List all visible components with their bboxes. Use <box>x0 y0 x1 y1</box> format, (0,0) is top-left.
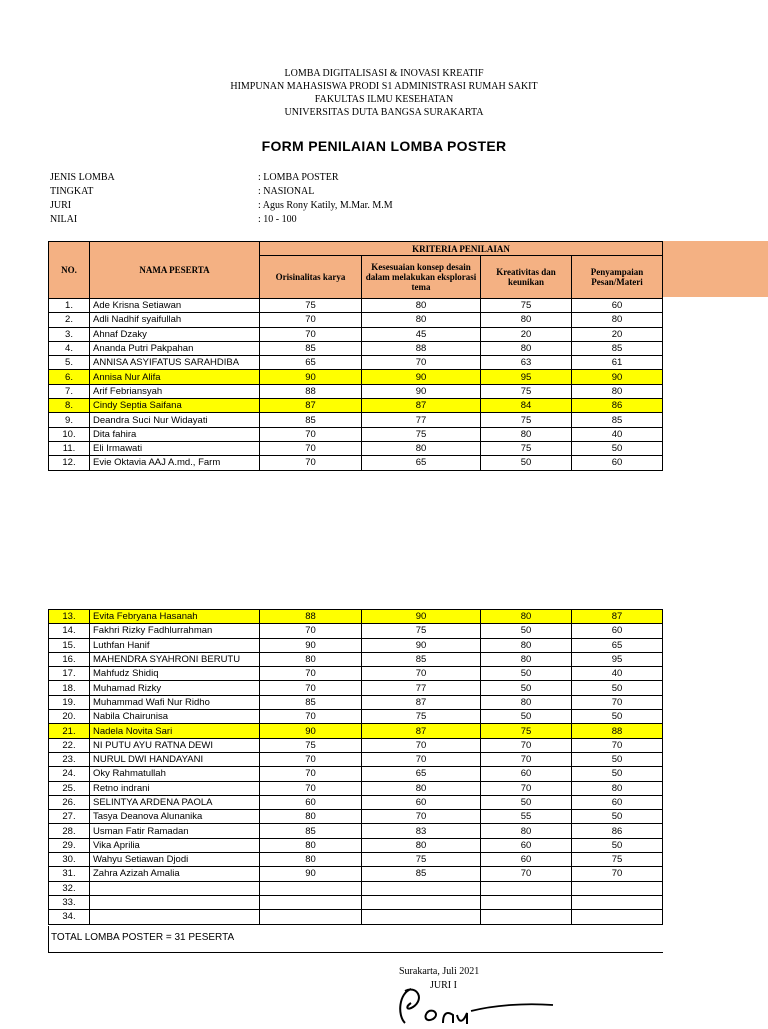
score-kreativitas: 75 <box>481 384 572 398</box>
header-line-1: LOMBA DIGITALISASI & INOVASI KREATIF <box>284 68 484 79</box>
meta-label: TINGKAT <box>50 186 94 197</box>
score-kreativitas: 80 <box>481 341 572 355</box>
row-number: 7. <box>49 384 90 398</box>
score-kreativitas: 84 <box>481 399 572 413</box>
meta-value: : 10 - 100 <box>258 214 297 225</box>
participant-name: Ananda Putri Pakpahan <box>90 341 260 355</box>
meta-value: : LOMBA POSTER <box>258 172 339 183</box>
score-kesesuaian: 83 <box>362 824 481 838</box>
score-kesesuaian: 70 <box>362 667 481 681</box>
score-kreativitas: 70 <box>481 867 572 881</box>
score-penyampaian: 50 <box>572 752 663 766</box>
header-line-3: FAKULTAS ILMU KESEHATAN <box>314 94 454 105</box>
header-fill-extension <box>662 241 768 297</box>
score-penyampaian: 85 <box>572 413 663 427</box>
score-penyampaian: 70 <box>572 738 663 752</box>
table-row <box>49 341 663 355</box>
score-orisinalitas: 60 <box>260 795 362 809</box>
participant-name: Zahra Azizah Amalia <box>90 867 260 881</box>
score-kesesuaian: 70 <box>362 738 481 752</box>
table-row <box>49 853 663 867</box>
score-orisinalitas: 85 <box>260 341 362 355</box>
table-row <box>49 610 663 624</box>
participant-name <box>90 881 260 895</box>
score-kesesuaian <box>362 895 481 909</box>
participant-name: Muhammad Wafi Nur Ridho <box>90 695 260 709</box>
score-kesesuaian: 90 <box>362 384 481 398</box>
score-orisinalitas: 90 <box>260 638 362 652</box>
row-number: 16. <box>49 652 90 666</box>
signature-place-date: Surakarta, Juli 2021 <box>399 966 480 977</box>
score-orisinalitas: 85 <box>260 695 362 709</box>
form-title: FORM PENILAIAN LOMBA POSTER <box>261 138 507 154</box>
row-number: 17. <box>49 667 90 681</box>
participant-name: Vika Aprilia <box>90 838 260 852</box>
score-kreativitas: 75 <box>481 413 572 427</box>
participant-name: Mahfudz Shidiq <box>90 667 260 681</box>
score-kreativitas: 70 <box>481 781 572 795</box>
score-kreativitas: 50 <box>481 667 572 681</box>
row-number: 6. <box>49 370 90 384</box>
score-kreativitas: 50 <box>481 681 572 695</box>
signature-svg <box>395 985 565 1024</box>
score-kreativitas: 20 <box>481 327 572 341</box>
score-orisinalitas: 80 <box>260 810 362 824</box>
row-number: 8. <box>49 399 90 413</box>
score-penyampaian: 50 <box>572 681 663 695</box>
score-orisinalitas: 80 <box>260 853 362 867</box>
table-row <box>49 824 663 838</box>
participant-name: NURUL DWI HANDAYANI <box>90 752 260 766</box>
score-kreativitas: 80 <box>481 652 572 666</box>
table-row <box>49 895 663 909</box>
score-kesesuaian: 87 <box>362 695 481 709</box>
participant-name: Cindy Septia Saifana <box>90 399 260 413</box>
table-row <box>49 867 663 881</box>
table-row <box>49 910 663 924</box>
score-penyampaian: 85 <box>572 341 663 355</box>
score-penyampaian: 86 <box>572 399 663 413</box>
score-penyampaian: 50 <box>572 710 663 724</box>
meta-value: : Agus Rony Katily, M.Mar. M.M <box>258 200 393 211</box>
score-kreativitas: 80 <box>481 638 572 652</box>
score-kesesuaian: 88 <box>362 341 481 355</box>
score-penyampaian: 60 <box>572 624 663 638</box>
score-kreativitas: 80 <box>481 427 572 441</box>
score-orisinalitas: 90 <box>260 724 362 738</box>
score-kreativitas <box>481 910 572 924</box>
table-row <box>49 667 663 681</box>
score-kreativitas: 80 <box>481 824 572 838</box>
score-penyampaian: 75 <box>572 853 663 867</box>
score-kreativitas: 75 <box>481 724 572 738</box>
score-kreativitas: 50 <box>481 624 572 638</box>
table-row <box>49 810 663 824</box>
score-penyampaian: 60 <box>572 299 663 313</box>
table-row <box>49 681 663 695</box>
score-orisinalitas <box>260 895 362 909</box>
row-number: 18. <box>49 681 90 695</box>
score-orisinalitas: 80 <box>260 838 362 852</box>
row-number: 14. <box>49 624 90 638</box>
score-penyampaian: 88 <box>572 724 663 738</box>
score-kreativitas: 55 <box>481 810 572 824</box>
header-nama: NAMA PESERTA <box>90 242 260 299</box>
participant-name: Eli Irmawati <box>90 441 260 455</box>
header-penyampaian: Penyampaian Pesan/Materi <box>572 256 663 299</box>
row-number: 23. <box>49 752 90 766</box>
score-orisinalitas: 75 <box>260 738 362 752</box>
score-kesesuaian: 60 <box>362 795 481 809</box>
participant-name: Deandra Suci Nur Widayati <box>90 413 260 427</box>
score-table-part-1 <box>48 241 663 471</box>
row-number: 30. <box>49 853 90 867</box>
score-kesesuaian: 80 <box>362 313 481 327</box>
participant-name: Ahnaf Dzaky <box>90 327 260 341</box>
row-number: 12. <box>49 456 90 470</box>
score-kesesuaian: 77 <box>362 413 481 427</box>
score-orisinalitas: 85 <box>260 824 362 838</box>
row-number: 5. <box>49 356 90 370</box>
row-number: 29. <box>49 838 90 852</box>
score-kesesuaian: 87 <box>362 399 481 413</box>
score-penyampaian: 50 <box>572 767 663 781</box>
participant-name: Fakhri Rizky Fadhlurrahman <box>90 624 260 638</box>
participant-name: SELINTYA ARDENA PAOLA <box>90 795 260 809</box>
table-row <box>49 327 663 341</box>
table-row <box>49 752 663 766</box>
score-kesesuaian: 75 <box>362 853 481 867</box>
table-row <box>49 441 663 455</box>
participant-name: Ade Krisna Setiawan <box>90 299 260 313</box>
participant-name: Tasya Deanova Alunanika <box>90 810 260 824</box>
table-row <box>49 767 663 781</box>
score-kesesuaian: 65 <box>362 767 481 781</box>
score-kesesuaian <box>362 881 481 895</box>
table-row <box>49 695 663 709</box>
participant-name: Adli Nadhif syaifullah <box>90 313 260 327</box>
score-penyampaian: 40 <box>572 427 663 441</box>
score-penyampaian: 70 <box>572 867 663 881</box>
score-penyampaian <box>572 910 663 924</box>
score-orisinalitas: 88 <box>260 384 362 398</box>
participant-name: Evita Febryana Hasanah <box>90 610 260 624</box>
signature-image <box>395 985 565 1024</box>
score-kesesuaian: 77 <box>362 681 481 695</box>
participant-name: Luthfan Hanif <box>90 638 260 652</box>
score-orisinalitas: 80 <box>260 652 362 666</box>
score-kreativitas: 75 <box>481 441 572 455</box>
score-orisinalitas <box>260 881 362 895</box>
table-row <box>49 356 663 370</box>
score-penyampaian: 80 <box>572 384 663 398</box>
participant-name: Muhamad Rizky <box>90 681 260 695</box>
row-number: 27. <box>49 810 90 824</box>
table-row <box>49 724 663 738</box>
row-number: 3. <box>49 327 90 341</box>
score-orisinalitas: 70 <box>260 781 362 795</box>
row-number: 25. <box>49 781 90 795</box>
score-table-part-2 <box>48 609 663 925</box>
score-kreativitas: 80 <box>481 313 572 327</box>
row-number: 28. <box>49 824 90 838</box>
score-orisinalitas: 70 <box>260 752 362 766</box>
table-row <box>49 427 663 441</box>
table-row <box>49 624 663 638</box>
table-row <box>49 313 663 327</box>
score-kesesuaian: 87 <box>362 724 481 738</box>
table-row <box>49 399 663 413</box>
row-number: 11. <box>49 441 90 455</box>
table-row <box>49 881 663 895</box>
participant-name: Nabila Chairunisa <box>90 710 260 724</box>
header-kriteria: KRITERIA PENILAIAN <box>260 242 663 256</box>
score-kreativitas: 60 <box>481 853 572 867</box>
score-kesesuaian: 70 <box>362 752 481 766</box>
score-kesesuaian: 85 <box>362 867 481 881</box>
score-kesesuaian: 75 <box>362 624 481 638</box>
score-penyampaian: 90 <box>572 370 663 384</box>
table-row <box>49 413 663 427</box>
participant-name: Evie Oktavia AAJ A.md., Farm <box>90 456 260 470</box>
header-kesesuaian: Kesesuaian konsep desain dalam melakukan eksplorasi tema <box>362 256 481 299</box>
score-penyampaian: 65 <box>572 638 663 652</box>
participant-name: Retno indrani <box>90 781 260 795</box>
participant-name: Usman Fatir Ramadan <box>90 824 260 838</box>
score-kreativitas: 50 <box>481 456 572 470</box>
header-no: NO. <box>49 242 90 299</box>
score-penyampaian: 61 <box>572 356 663 370</box>
score-kesesuaian: 65 <box>362 456 481 470</box>
score-orisinalitas: 70 <box>260 327 362 341</box>
row-number: 22. <box>49 738 90 752</box>
score-penyampaian: 80 <box>572 781 663 795</box>
meta-label: NILAI <box>50 214 78 225</box>
score-penyampaian: 95 <box>572 652 663 666</box>
score-kreativitas: 95 <box>481 370 572 384</box>
score-orisinalitas: 70 <box>260 441 362 455</box>
row-number: 13. <box>49 610 90 624</box>
score-orisinalitas: 70 <box>260 427 362 441</box>
score-kreativitas: 60 <box>481 767 572 781</box>
score-orisinalitas: 70 <box>260 456 362 470</box>
row-number: 26. <box>49 795 90 809</box>
score-kreativitas: 60 <box>481 838 572 852</box>
score-orisinalitas: 70 <box>260 681 362 695</box>
participant-name: Dita fahira <box>90 427 260 441</box>
score-kreativitas: 75 <box>481 299 572 313</box>
table-row <box>49 638 663 652</box>
row-number: 34. <box>49 910 90 924</box>
score-penyampaian <box>572 895 663 909</box>
score-kreativitas: 63 <box>481 356 572 370</box>
row-number: 33. <box>49 895 90 909</box>
row-number: 4. <box>49 341 90 355</box>
score-kesesuaian: 80 <box>362 299 481 313</box>
table-row <box>49 384 663 398</box>
score-kreativitas: 50 <box>481 710 572 724</box>
score-orisinalitas: 88 <box>260 610 362 624</box>
participant-name: MAHENDRA SYAHRONI BERUTU <box>90 652 260 666</box>
score-orisinalitas: 90 <box>260 867 362 881</box>
score-penyampaian: 60 <box>572 456 663 470</box>
score-penyampaian: 60 <box>572 795 663 809</box>
row-number: 9. <box>49 413 90 427</box>
score-penyampaian: 86 <box>572 824 663 838</box>
score-orisinalitas: 70 <box>260 767 362 781</box>
header-line-2: HIMPUNAN MAHASISWA PRODI S1 ADMINISTRASI RUMAH SAKIT <box>230 81 538 92</box>
table-row <box>49 370 663 384</box>
score-orisinalitas <box>260 910 362 924</box>
score-kreativitas <box>481 881 572 895</box>
score-kesesuaian: 80 <box>362 441 481 455</box>
row-number: 32. <box>49 881 90 895</box>
score-penyampaian <box>572 881 663 895</box>
score-kesesuaian: 90 <box>362 370 481 384</box>
score-kesesuaian: 90 <box>362 610 481 624</box>
header-kreativitas: Kreativitas dan keunikan <box>481 256 572 299</box>
participant-name: NI PUTU AYU RATNA DEWI <box>90 738 260 752</box>
row-number: 15. <box>49 638 90 652</box>
score-kreativitas: 80 <box>481 610 572 624</box>
total-text: TOTAL LOMBA POSTER = 31 PESERTA <box>51 932 235 943</box>
signature-role: JURI I <box>430 980 457 991</box>
meta-value: : NASIONAL <box>258 186 315 197</box>
score-penyampaian: 50 <box>572 441 663 455</box>
score-kesesuaian: 75 <box>362 427 481 441</box>
row-number: 31. <box>49 867 90 881</box>
score-kesesuaian: 80 <box>362 781 481 795</box>
score-orisinalitas: 75 <box>260 299 362 313</box>
row-number: 24. <box>49 767 90 781</box>
row-number: 20. <box>49 710 90 724</box>
score-orisinalitas: 70 <box>260 313 362 327</box>
participant-name: Oky Rahmatullah <box>90 767 260 781</box>
header-line-4: UNIVERSITAS DUTA BANGSA SURAKARTA <box>284 107 484 118</box>
header-orisinalitas: Orisinalitas karya <box>260 256 362 299</box>
score-orisinalitas: 70 <box>260 667 362 681</box>
score-orisinalitas: 87 <box>260 399 362 413</box>
score-kesesuaian: 90 <box>362 638 481 652</box>
meta-label: JENIS LOMBA <box>50 172 115 183</box>
score-penyampaian: 87 <box>572 610 663 624</box>
table-row <box>49 738 663 752</box>
total-row <box>48 926 663 953</box>
score-kesesuaian: 75 <box>362 710 481 724</box>
score-kesesuaian: 70 <box>362 356 481 370</box>
table-row <box>49 710 663 724</box>
meta-label: JURI <box>50 200 72 211</box>
participant-name <box>90 910 260 924</box>
participant-name: ANNISA ASYIFATUS SARAHDIBA <box>90 356 260 370</box>
score-orisinalitas: 85 <box>260 413 362 427</box>
row-number: 1. <box>49 299 90 313</box>
table-row <box>49 652 663 666</box>
score-kesesuaian: 80 <box>362 838 481 852</box>
score-orisinalitas: 90 <box>260 370 362 384</box>
participant-name: Wahyu Setiawan Djodi <box>90 853 260 867</box>
score-orisinalitas: 70 <box>260 710 362 724</box>
score-kesesuaian: 85 <box>362 652 481 666</box>
participant-name: Arif Febriansyah <box>90 384 260 398</box>
table-row <box>49 456 663 470</box>
table-row <box>49 795 663 809</box>
score-kreativitas <box>481 895 572 909</box>
row-number: 10. <box>49 427 90 441</box>
score-penyampaian: 70 <box>572 695 663 709</box>
table-row <box>49 299 663 313</box>
score-orisinalitas: 65 <box>260 356 362 370</box>
score-penyampaian: 50 <box>572 838 663 852</box>
participant-name: Annisa Nur Alifa <box>90 370 260 384</box>
score-kreativitas: 70 <box>481 752 572 766</box>
score-orisinalitas: 70 <box>260 624 362 638</box>
row-number: 21. <box>49 724 90 738</box>
score-kreativitas: 50 <box>481 795 572 809</box>
score-kreativitas: 80 <box>481 695 572 709</box>
score-penyampaian: 50 <box>572 810 663 824</box>
table-row <box>49 781 663 795</box>
score-kesesuaian <box>362 910 481 924</box>
score-kreativitas: 70 <box>481 738 572 752</box>
score-penyampaian: 20 <box>572 327 663 341</box>
score-kesesuaian: 70 <box>362 810 481 824</box>
table-row <box>49 838 663 852</box>
participant-name: Nadela Novita Sari <box>90 724 260 738</box>
score-penyampaian: 40 <box>572 667 663 681</box>
row-number: 19. <box>49 695 90 709</box>
row-number: 2. <box>49 313 90 327</box>
score-penyampaian: 80 <box>572 313 663 327</box>
score-kesesuaian: 45 <box>362 327 481 341</box>
participant-name <box>90 895 260 909</box>
